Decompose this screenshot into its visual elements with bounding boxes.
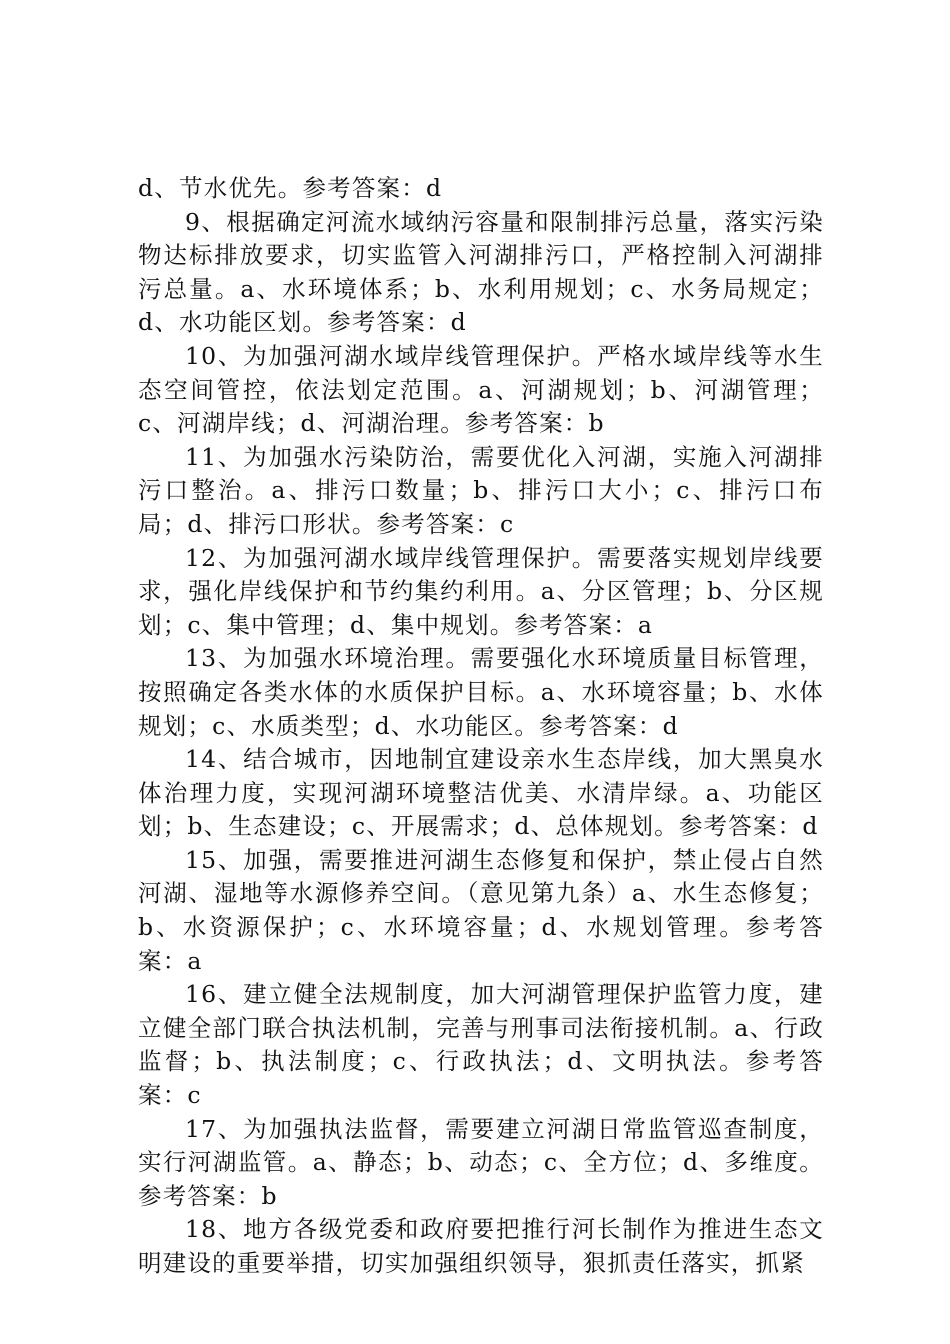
- question-18: 18、地方各级党委和政府要把推行河长制作为推进生态文明建设的重要举措，切实加强组织领导，狠抓责任落实，抓紧: [138, 1215, 824, 1277]
- question-12: 12、为加强河湖水域岸线管理保护。需要落实规划岸线要求，强化岸线保护和节约集约利用。a、分区管理；b、分区规划；c、集中管理；d、集中规划。参考答案：a: [138, 543, 824, 639]
- answer-continuation: d、节水优先。参考答案：d: [138, 174, 443, 202]
- document-body: [138, 172, 824, 1281]
- question-10: 10、为加强河湖水域岸线管理保护。严格水域岸线等水生态空间管控，依法划定范围。a、河湖规划；b、河湖管理；c、河湖岸线；d、河湖治理。参考答案：b: [138, 341, 824, 438]
- question-9: 9、根据确定河流水域纳污容量和限制排污总量，落实污染物达标排放要求，切实监管入河湖排污口，严格控制入河湖排污总量。a、水环境体系；b、水利用规划；c、水务局规定；d、水功能区划。参考答案：d: [138, 207, 824, 337]
- question-13: 13、为加强水环境治理。需要强化水环境质量目标管理，按照确定各类水体的水质保护目标。a、水环境容量；b、水体规划；c、水质类型；d、水功能区。参考答案：d: [138, 644, 824, 740]
- question-17: 17、为加强执法监督，需要建立河湖日常监管巡查制度，实行河湖监管。a、静态；b、动态；c、全方位；d、多维度。参考答案：b: [138, 1114, 824, 1210]
- question-11: 11、为加强水污染防治，需要优化入河湖，实施入河湖排污口整治。a、排污口数量；b、排污口大小；c、排污口布局；d、排污口形状。参考答案：c: [138, 442, 824, 538]
- question-15: 15、加强，需要推进河湖生态修复和保护，禁止侵占自然河湖、湿地等水源修养空间。（意见第九条）a、水生态修复；b、水资源保护；c、水环境容量；d、水规划管理。参考答案：a: [138, 845, 824, 975]
- question-16: 16、建立健全法规制度，加大河湖管理保护监管力度，建立健全部门联合执法机制，完善与刑事司法衔接机制。a、行政监督；b、执法制度；c、行政执法；d、文明执法。参考答案：c: [138, 980, 824, 1110]
- question-14: 14、结合城市，因地制宜建设亲水生态岸线，加大黑臭水体治理力度，实现河湖环境整洁优美、水清岸绿。a、功能区划；b、生态建设；c、开展需求；d、总体规划。参考答案：d: [138, 745, 824, 841]
